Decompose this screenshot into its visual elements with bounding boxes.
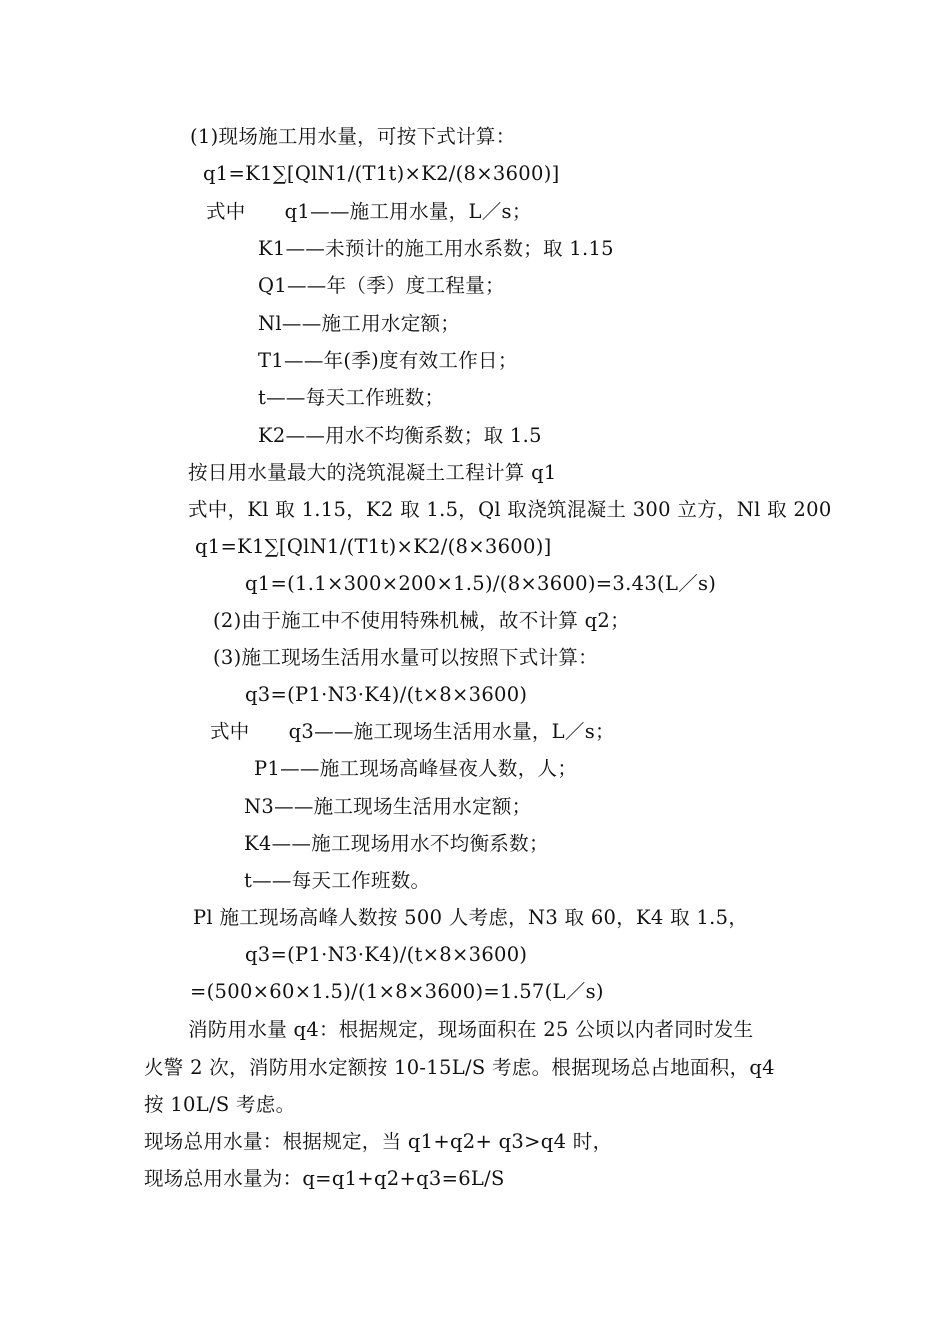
text-line-section-1-heading: (1)现场施工用水量，可按下式计算： xyxy=(190,125,516,148)
text-line-section-3-heading: (3)施工现场生活用水量可以按照下式计算： xyxy=(213,646,598,669)
text-line-total-result: 现场总用水量为：q=q1+q2+q3=6L/S xyxy=(144,1167,505,1190)
text-line-total-rule: 现场总用水量：根据规定，当 q1+q2+ q3>q4 时， xyxy=(144,1130,613,1153)
text-line-def-q1: Q1——年（季）度工程量； xyxy=(258,274,505,297)
text-line-def-k1: K1——未预计的施工用水系数；取 1.15 xyxy=(258,237,614,260)
text-line-def-t1: T1——年(季)度有效工作日； xyxy=(258,349,518,372)
text-line-def-p1: P1——施工现场高峰昼夜人数，人； xyxy=(254,757,578,780)
text-line-def-n1: Nl——施工用水定额； xyxy=(258,312,461,335)
text-line-formula-q3: q3=(P1·N3·K4)/(t×8×3600) xyxy=(245,683,528,706)
text-line-section-2: (2)由于施工中不使用特殊机械，故不计算 q2； xyxy=(213,609,630,632)
text-line-def-k4: K4——施工现场用水不均衡系数； xyxy=(244,832,549,855)
text-line-formula-q1: q1=K1∑[QlN1/(T1t)×K2/(8×3600)] xyxy=(203,162,560,185)
text-line-formula-q3-repeat: q3=(P1·N3·K4)/(t×8×3600) xyxy=(245,943,528,966)
text-line-def-n3: N3——施工现场生活用水定额； xyxy=(244,795,532,818)
text-line-param-values: 式中，Kl 取 1.15，K2 取 1.5，Ql 取浇筑混凝土 300 立方，Nl 取 200 xyxy=(188,498,832,521)
text-line-fire-water-2: 火警 2 次，消防用水定额按 10-15L/S 考虑。根据现场总占地面积，q4 xyxy=(144,1056,775,1079)
text-line-def-t: t——每天工作班数； xyxy=(258,386,445,409)
text-line-def-k2: K2——用水不均衡系数；取 1.5 xyxy=(258,424,542,447)
text-line-where-q1: 式中 q1——施工用水量，L／s； xyxy=(206,200,532,223)
text-line-q1-result: q1=(1.1×300×200×1.5)/(8×3600)=3.43(L／s) xyxy=(245,572,717,595)
text-line-q3-result: =(500×60×1.5)/(1×8×3600)=1.57(L／s) xyxy=(190,980,604,1003)
text-line-fire-water-3: 按 10L/S 考虑。 xyxy=(144,1093,296,1116)
text-line-def-t-shifts: t——每天工作班数。 xyxy=(244,869,431,892)
text-line-formula-q1-repeat: q1=K1∑[QlN1/(T1t)×K2/(8×3600)] xyxy=(195,535,552,558)
text-line-q3-params: Pl 施工现场高峰人数按 500 人考虑，N3 取 60，K4 取 1.5， xyxy=(193,906,749,929)
text-line-calc-basis: 按日用水量最大的浇筑混凝土工程计算 q1 xyxy=(188,461,557,484)
text-line-where-q3: 式中 q3——施工现场生活用水量，L／s； xyxy=(210,720,615,743)
text-line-fire-water-1: 消防用水量 q4：根据规定，现场面积在 25 公顷以内者同时发生 xyxy=(188,1018,754,1041)
